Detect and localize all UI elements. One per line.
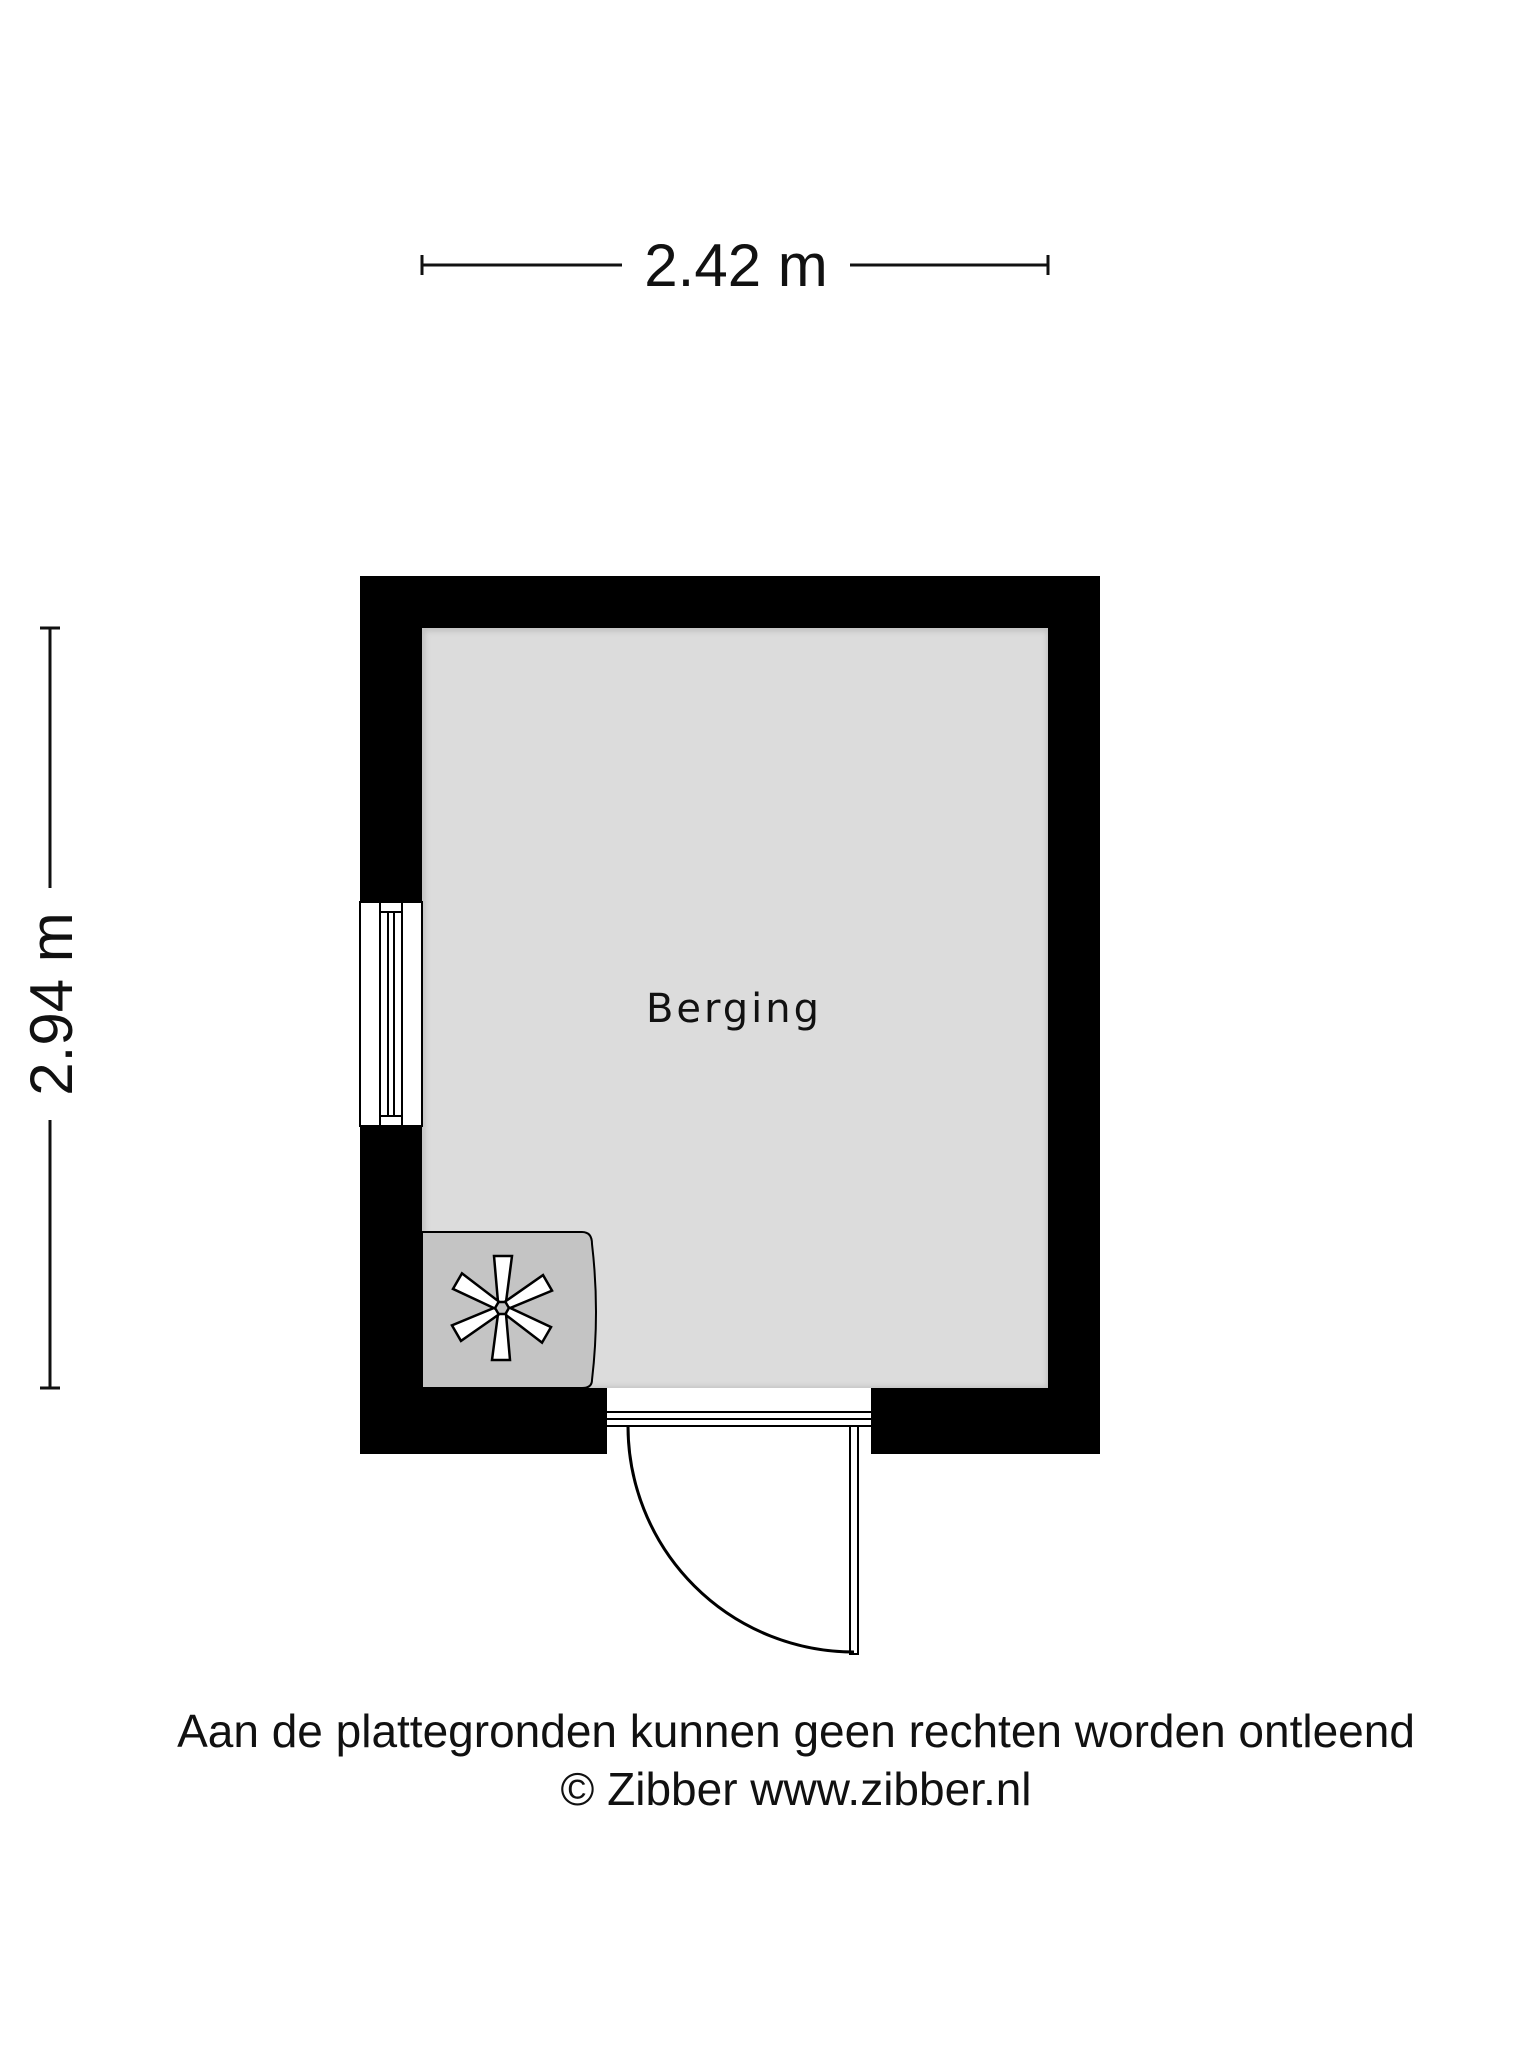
wall-bottom-left	[360, 1388, 606, 1454]
wall-right	[1048, 576, 1100, 1454]
wall-bottom-right	[872, 1388, 1100, 1454]
copyright-credit: © Zibber www.zibber.nl	[560, 1763, 1032, 1815]
wall-left-upper	[360, 576, 422, 902]
height-dimension	[18, 628, 85, 1388]
width-dimension	[422, 232, 1048, 299]
door-swing-arc	[628, 1426, 854, 1652]
disclaimer-text: Aan de plattegronden kunnen geen rechten worden ontleend	[177, 1705, 1415, 1757]
window-left	[360, 902, 422, 1126]
wall-top	[360, 576, 1100, 628]
fan-appliance	[422, 1232, 596, 1388]
door	[606, 1388, 872, 1654]
width-label: 2.42 m	[644, 232, 828, 299]
height-label: 2.94 m	[18, 912, 85, 1096]
door-leaf	[850, 1426, 858, 1654]
room-label: Berging	[645, 986, 823, 1032]
